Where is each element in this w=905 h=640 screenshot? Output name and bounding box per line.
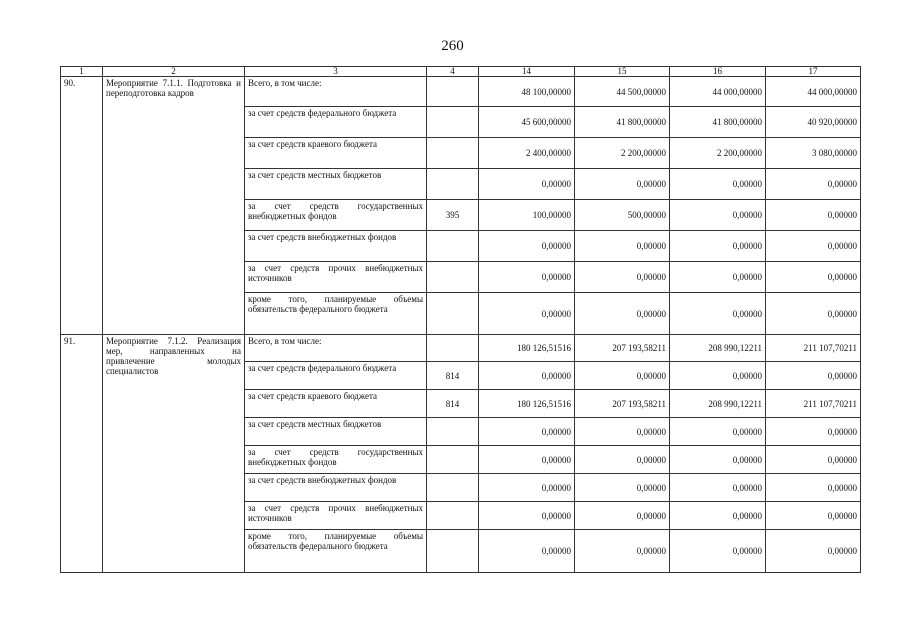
column-header: 1 (61, 67, 103, 77)
column-header: 15 (575, 67, 670, 77)
value-col-17: 0,00000 (766, 418, 861, 446)
budget-code: 814 (427, 362, 479, 390)
column-header: 3 (245, 67, 427, 77)
column-header: 14 (479, 67, 575, 77)
value-col-14: 0,00000 (479, 474, 575, 502)
value-col-14: 2 400,00000 (479, 138, 575, 169)
column-header: 16 (670, 67, 766, 77)
value-col-17: 44 000,00000 (766, 77, 861, 107)
column-header-row (61, 67, 861, 77)
value-col-14: 100,00000 (479, 200, 575, 231)
budget-code (427, 138, 479, 169)
value-col-15: 500,00000 (575, 200, 670, 231)
value-col-14: 0,00000 (479, 446, 575, 474)
value-col-14: 0,00000 (479, 293, 575, 335)
value-col-14: 0,00000 (479, 362, 575, 390)
column-header: 4 (427, 67, 479, 77)
funding-source: за счет средств прочих внебюджетных источников (245, 502, 427, 530)
value-col-17: 0,00000 (766, 169, 861, 200)
value-col-14: 0,00000 (479, 530, 575, 573)
activity-name: Мероприятие 7.1.2. Реализация мер, направленных на привлечение молодых специалистов (103, 335, 245, 573)
column-header: 17 (766, 67, 861, 77)
funding-source: Всего, в том числе: (245, 335, 427, 362)
value-col-16: 0,00000 (670, 446, 766, 474)
funding-source: за счет средств местных бюджетов (245, 169, 427, 200)
funding-source: за счет средств федерального бюджета (245, 362, 427, 390)
funding-source: за счет средств государственных внебюджетных фондов (245, 200, 427, 231)
value-col-17: 3 080,00000 (766, 138, 861, 169)
budget-code (427, 231, 479, 262)
funding-source: за счет средств местных бюджетов (245, 418, 427, 446)
budget-code: 814 (427, 390, 479, 418)
value-col-15: 0,00000 (575, 362, 670, 390)
value-col-15: 0,00000 (575, 418, 670, 446)
value-col-14: 0,00000 (479, 502, 575, 530)
budget-code (427, 107, 479, 138)
value-col-15: 41 800,00000 (575, 107, 670, 138)
value-col-17: 0,00000 (766, 502, 861, 530)
budget-code (427, 418, 479, 446)
budget-code (427, 502, 479, 530)
value-col-15: 0,00000 (575, 502, 670, 530)
funding-source: за счет средств краевого бюджета (245, 138, 427, 169)
value-col-15: 0,00000 (575, 530, 670, 573)
budget-code (427, 262, 479, 293)
value-col-15: 0,00000 (575, 474, 670, 502)
value-col-17: 40 920,00000 (766, 107, 861, 138)
value-col-16: 208 990,12211 (670, 390, 766, 418)
value-col-17: 211 107,70211 (766, 335, 861, 362)
value-col-15: 0,00000 (575, 446, 670, 474)
row-index: 91. (61, 335, 103, 573)
funding-source: Всего, в том числе: (245, 77, 427, 107)
value-col-15: 207 193,58211 (575, 335, 670, 362)
value-col-16: 44 000,00000 (670, 77, 766, 107)
value-col-15: 0,00000 (575, 262, 670, 293)
budget-code (427, 169, 479, 200)
value-col-17: 211 107,70211 (766, 390, 861, 418)
value-col-16: 0,00000 (670, 530, 766, 573)
value-col-16: 0,00000 (670, 474, 766, 502)
value-col-16: 0,00000 (670, 502, 766, 530)
value-col-16: 0,00000 (670, 231, 766, 262)
activity-name: Мероприятие 7.1.1. Подготовка и переподготовка кадров (103, 77, 245, 335)
value-col-15: 0,00000 (575, 293, 670, 335)
value-col-17: 0,00000 (766, 231, 861, 262)
value-col-14: 0,00000 (479, 418, 575, 446)
value-col-16: 0,00000 (670, 418, 766, 446)
page-number: 260 (441, 38, 464, 54)
value-col-17: 0,00000 (766, 200, 861, 231)
value-col-14: 48 100,00000 (479, 77, 575, 107)
value-col-16: 2 200,00000 (670, 138, 766, 169)
funding-source: кроме того, планируемые объемы обязательств федерального бюджета (245, 530, 427, 573)
value-col-17: 0,00000 (766, 530, 861, 573)
table-row (61, 77, 861, 107)
table-row (61, 335, 861, 362)
funding-source: за счет средств внебюджетных фондов (245, 231, 427, 262)
value-col-14: 0,00000 (479, 169, 575, 200)
value-col-16: 41 800,00000 (670, 107, 766, 138)
value-col-17: 0,00000 (766, 293, 861, 335)
value-col-16: 0,00000 (670, 200, 766, 231)
funding-source: за счет средств внебюджетных фондов (245, 474, 427, 502)
value-col-16: 0,00000 (670, 169, 766, 200)
value-col-16: 0,00000 (670, 262, 766, 293)
value-col-16: 0,00000 (670, 293, 766, 335)
value-col-14: 0,00000 (479, 231, 575, 262)
value-col-17: 0,00000 (766, 474, 861, 502)
budget-code (427, 474, 479, 502)
value-col-14: 45 600,00000 (479, 107, 575, 138)
value-col-15: 207 193,58211 (575, 390, 670, 418)
funding-source: за счет средств федерального бюджета (245, 107, 427, 138)
budget-code (427, 293, 479, 335)
budget-code (427, 530, 479, 573)
row-index: 90. (61, 77, 103, 335)
budget-code (427, 77, 479, 107)
value-col-15: 44 500,00000 (575, 77, 670, 107)
value-col-17: 0,00000 (766, 262, 861, 293)
funding-source: кроме того, планируемые объемы обязательств федерального бюджета (245, 293, 427, 335)
value-col-14: 180 126,51516 (479, 390, 575, 418)
value-col-14: 0,00000 (479, 262, 575, 293)
value-col-16: 0,00000 (670, 362, 766, 390)
budget-code (427, 335, 479, 362)
value-col-17: 0,00000 (766, 362, 861, 390)
funding-source: за счет средств краевого бюджета (245, 390, 427, 418)
value-col-15: 0,00000 (575, 169, 670, 200)
value-col-15: 0,00000 (575, 231, 670, 262)
value-col-14: 180 126,51516 (479, 335, 575, 362)
value-col-17: 0,00000 (766, 446, 861, 474)
budget-code: 395 (427, 200, 479, 231)
value-col-15: 2 200,00000 (575, 138, 670, 169)
budget-code (427, 446, 479, 474)
funding-source: за счет средств прочих внебюджетных источников (245, 262, 427, 293)
funding-source: за счет средств государственных внебюджетных фондов (245, 446, 427, 474)
budget-table (60, 66, 861, 573)
column-header: 2 (103, 67, 245, 77)
value-col-16: 208 990,12211 (670, 335, 766, 362)
